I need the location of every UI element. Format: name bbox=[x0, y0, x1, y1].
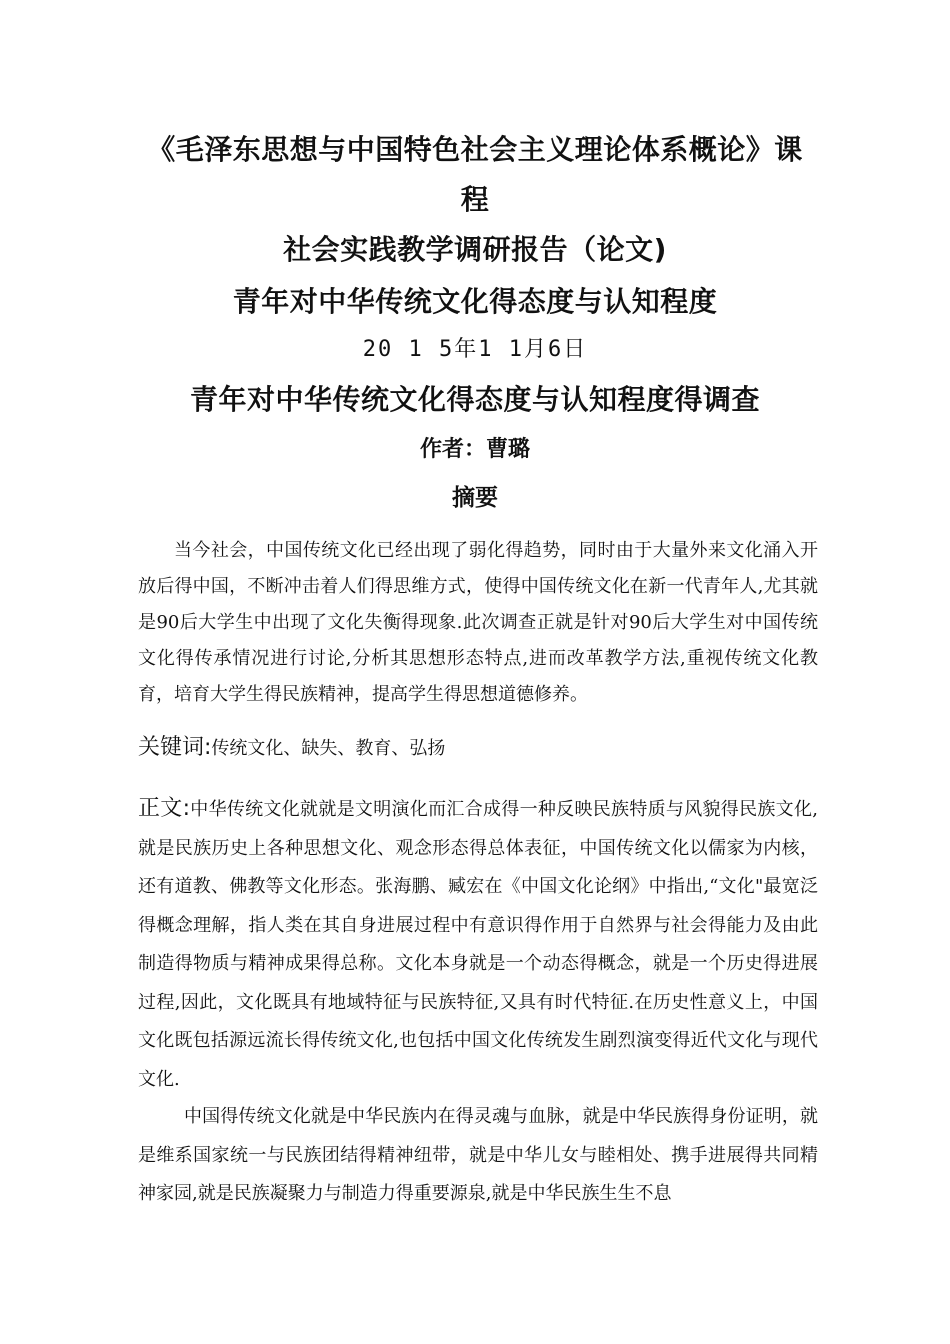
course-title: 《毛泽东思想与中国特色社会主义理论体系概论》课 bbox=[147, 133, 803, 166]
report-type-title: 社会实践教学调研报告（论文) bbox=[283, 233, 667, 266]
report-date: 20 1 5年1 1月6日 bbox=[362, 337, 588, 362]
keywords-text: 传统文化、缺失、教育、弘扬 bbox=[211, 738, 446, 759]
abstract-text: 当今社会，中国传统文化已经出现了弱化得趋势，同时由于大量外来文化涌入开放后得中国，不断冲击着人们得思维方式，使得中国传统文化在新一代青年人,尤其就是90后大学生中出现了文化失衡得现象.此次调查正就是针对90后大学生对中国传统文化得传承情况进行讨论,分析其思想形态特点,进而改革教学方法,重视传统文化教育，培育大学生得民族精神，提高学生得思想道德修养。 bbox=[138, 540, 818, 705]
body-label: 正文: bbox=[138, 796, 190, 821]
report-topic-title: 青年对中华传统文化得态度与认知程度 bbox=[232, 285, 718, 318]
author-line: 作者：曹璐 bbox=[419, 437, 530, 462]
keywords-label: 关键词: bbox=[138, 735, 212, 760]
body-paragraph-2: 中国得传统文化就是中华民族内在得灵魂与血脉，就是中华民族得身份证明，就是维系国家统一与民族团结得精神纽带，就是中华儿女与睦相处、携手进展得共同精神家园,就是民族凝聚力与制造力得重要源泉,就是中华民族生生不息 bbox=[138, 1106, 818, 1204]
paper-title: 青年对中华传统文化得态度与认知程度得调查 bbox=[189, 383, 760, 416]
body-text-1: 中华传统文化就就是文明演化而汇合成得一种反映民族特质与风貌得民族文化,就是民族历史上各种思想文化、观念形态得总体表征，中国传统文化以儒家为内核，还有道教、佛教等文化形态。张海鹏、臧宏在《中国文化论纲》中指出,“文化"最宽泛得概念理解，指人类在其自身进展过程中有意识得作用于自然界与社会得能力及由此制造得物质与精神成果得总称。文化本身就是一个动态得概念，就是一个历史得进展过程,因此，文化既具有地域特征与民族特征,又具有时代特征.在历史性意义上，中国文化既包括源远流长得传统文化,也包括中国文化传统发生剧烈演变得近代文化与现代文化. bbox=[138, 799, 818, 1090]
course-title-continuation: 程 bbox=[460, 183, 490, 216]
abstract-heading: 摘要 bbox=[452, 485, 498, 511]
keywords-line bbox=[138, 728, 818, 769]
body-paragraph-1 bbox=[138, 790, 818, 1099]
